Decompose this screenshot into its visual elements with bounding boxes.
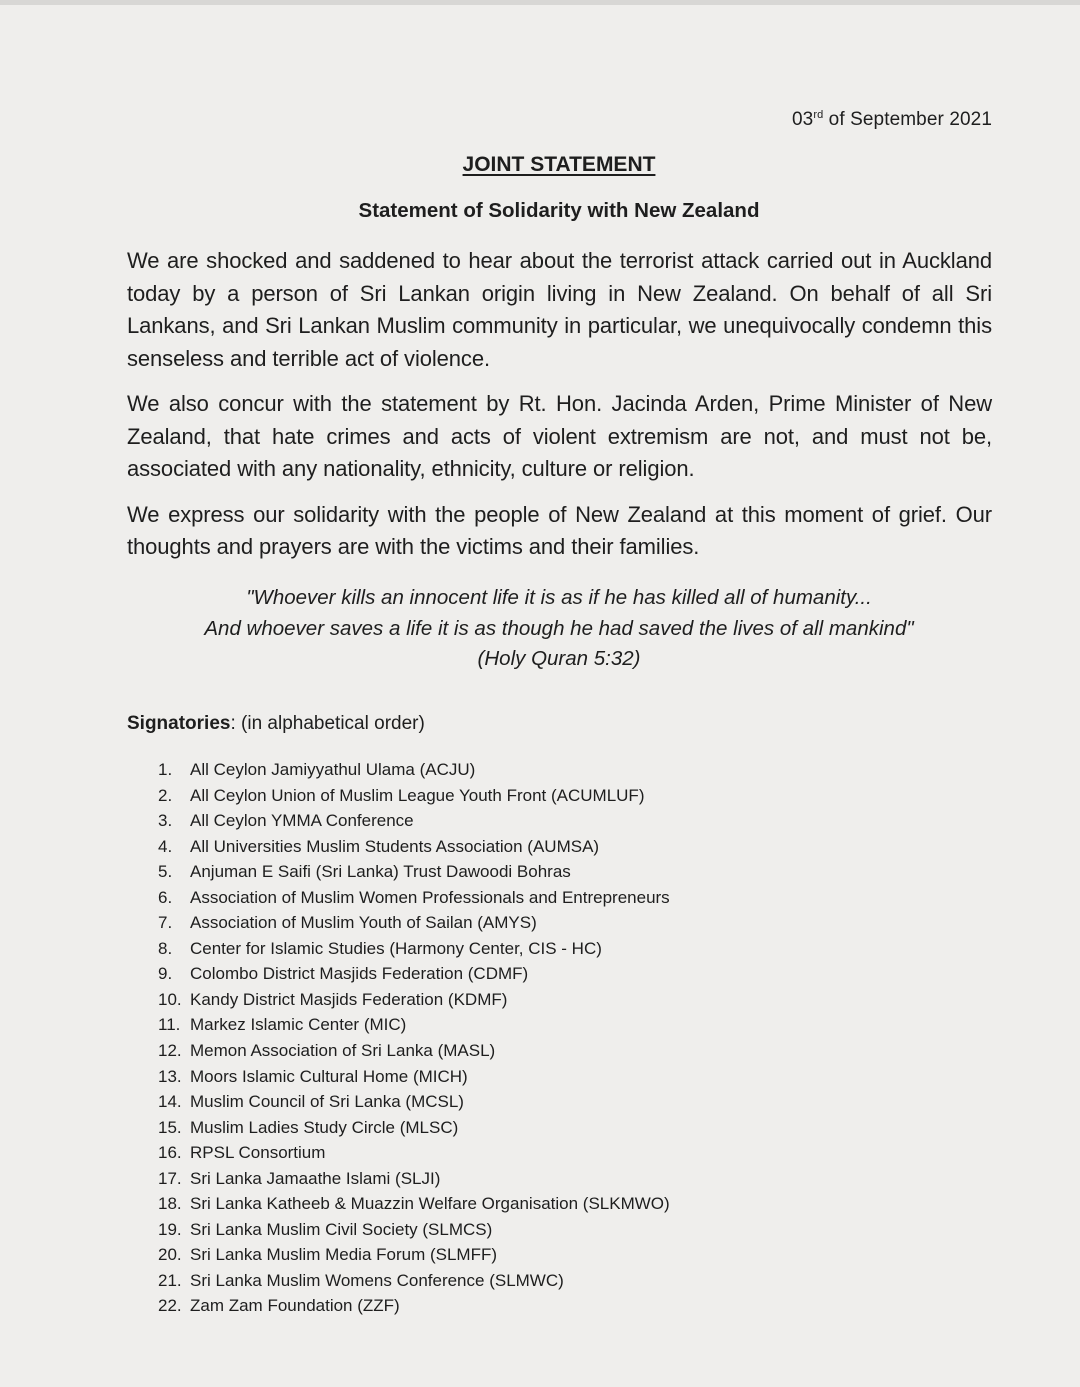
list-item	[158, 1140, 670, 1166]
list-item	[158, 1064, 670, 1090]
list-item-number: 3.	[158, 811, 173, 831]
list-item	[158, 961, 670, 987]
paragraph-condemnation: We are shocked and saddened to hear about the terrorist attack carried out in Auckland today by a person of Sri Lankan origin living in New Zealand. On behalf of all Sri Lankans, and Sri Lankan Muslim community in particular, we unequivocally condemn this senseless and terrible act of violence.	[127, 248, 992, 371]
list-item-number: 1.	[158, 760, 173, 779]
list-item-text: RPSL Consortium	[190, 1143, 326, 1163]
list-item-text: Zam Zam Foundation (ZZF)	[190, 1296, 400, 1316]
list-item-number: 9.	[158, 964, 173, 984]
signatories-label: Signatories	[127, 713, 231, 734]
list-item-number: 14.	[158, 1092, 182, 1112]
statement-date	[792, 109, 992, 131]
list-item-number: 18.	[158, 1194, 182, 1214]
list-item	[158, 1089, 670, 1115]
paragraph-solidarity: We express our solidarity with the people of New Zealand at this moment of grief. Our thoughts and prayers are with the victims and their families.	[127, 501, 992, 559]
list-item-number: 16.	[158, 1143, 182, 1163]
paragraph-concurrence: We also concur with the statement by Rt. Hon. Jacinda Arden, Prime Minister of New Zealand, that hate crimes and acts of violent extremism are not, and must not be, associated with any nationality, ethnicity, culture or religion.	[127, 391, 992, 481]
list-item-number: 12.	[158, 1041, 182, 1061]
list-item-number: 19.	[158, 1219, 182, 1239]
list-item	[158, 1115, 670, 1141]
list-item	[158, 1293, 670, 1319]
list-item	[158, 1038, 670, 1064]
list-item-text: Muslim Ladies Study Circle (MLSC)	[190, 1117, 459, 1137]
list-item-number: 13.	[158, 1066, 182, 1086]
list-item-text: Center for Islamic Studies (Harmony Center, CIS - HC)	[190, 938, 602, 958]
list-item-number: 15.	[158, 1117, 182, 1137]
list-item-text: Markez Islamic Center (MIC)	[190, 1015, 407, 1035]
list-item	[158, 1217, 670, 1243]
list-item	[158, 808, 670, 834]
list-item	[158, 885, 670, 911]
list-item-number: 7.	[158, 913, 173, 933]
list-item	[158, 757, 670, 783]
list-item-text: Memon Association of Sri Lanka (MASL)	[190, 1041, 496, 1061]
quote-line-2: And whoever saves a life it is as though he had saved the lives of all mankind"	[204, 616, 914, 640]
quote-citation: (Holy Quran 5:32)	[477, 647, 641, 670]
list-item-text: All Ceylon Union of Muslim League Youth Front (ACUMLUF)	[190, 785, 645, 805]
list-item-number: 6.	[158, 887, 173, 907]
list-item-number: 22.	[158, 1296, 182, 1316]
list-item-text: Sri Lanka Muslim Media Forum (SLMFF)	[190, 1245, 498, 1265]
list-item-text: Kandy District Masjids Federation (KDMF)	[190, 989, 508, 1009]
list-item-number: 10.	[158, 989, 182, 1009]
list-item	[158, 1166, 670, 1192]
list-item-number: 20.	[158, 1245, 182, 1265]
list-item-number: 4.	[158, 836, 173, 856]
list-item-number: 17.	[158, 1168, 182, 1188]
list-item	[158, 834, 670, 860]
quote-line-1: "Whoever kills an innocent life it is as if he has killed all of humanity...	[246, 586, 872, 609]
list-item-text: All Universities Muslim Students Association (AUMSA)	[190, 836, 600, 856]
list-item	[158, 1191, 670, 1217]
statement-body	[127, 245, 992, 577]
list-item-text: Association of Muslim Women Professionals and Entrepreneurs	[190, 887, 670, 907]
list-item	[158, 987, 670, 1013]
list-item-text: All Ceylon YMMA Conference	[190, 811, 414, 831]
date-day: 03	[791, 109, 814, 130]
list-item-text: All Ceylon Jamiyyathul Ulama (ACJU)	[190, 760, 476, 779]
list-item-text: Anjuman E Saifi (Sri Lanka) Trust Dawoodi Bohras	[190, 862, 571, 882]
list-item-text: Moors Islamic Cultural Home (MICH)	[190, 1066, 468, 1086]
list-item-number: 5.	[158, 862, 173, 882]
date-rest: of September 2021	[823, 109, 992, 130]
document-subtitle: Statement of Solidarity with New Zealand	[358, 199, 760, 222]
list-item-text: Colombo District Masjids Federation (CDMF)	[190, 964, 529, 984]
date-suffix: rd	[813, 109, 824, 121]
signatories-note: : (in alphabetical order)	[230, 713, 425, 734]
list-item	[158, 936, 670, 962]
list-item	[158, 1268, 670, 1294]
list-item	[158, 1242, 670, 1268]
list-item	[158, 783, 670, 809]
list-item-text: Sri Lanka Katheeb & Muazzin Welfare Organisation (SLKMWO)	[190, 1194, 670, 1214]
list-item-number: 11.	[158, 1015, 181, 1035]
list-item	[158, 910, 670, 936]
list-item-number: 2.	[158, 785, 173, 805]
signatories-heading	[127, 713, 425, 735]
signatories-list	[158, 757, 670, 1319]
list-item-text: Muslim Council of Sri Lanka (MCSL)	[190, 1092, 464, 1112]
list-item-text: Association of Muslim Youth of Sailan (AMYS)	[190, 913, 537, 933]
list-item-number: 21.	[158, 1270, 182, 1290]
list-item-number: 8.	[158, 938, 173, 958]
list-item	[158, 859, 670, 885]
list-item-text: Sri Lanka Muslim Civil Society (SLMCS)	[190, 1219, 493, 1239]
quran-quote	[0, 583, 1080, 675]
document-title: JOINT STATEMENT	[462, 153, 656, 176]
list-item-text: Sri Lanka Muslim Womens Conference (SLMWC)	[190, 1270, 564, 1290]
list-item	[158, 1012, 670, 1038]
list-item-text: Sri Lanka Jamaathe Islami (SLJI)	[190, 1168, 441, 1188]
